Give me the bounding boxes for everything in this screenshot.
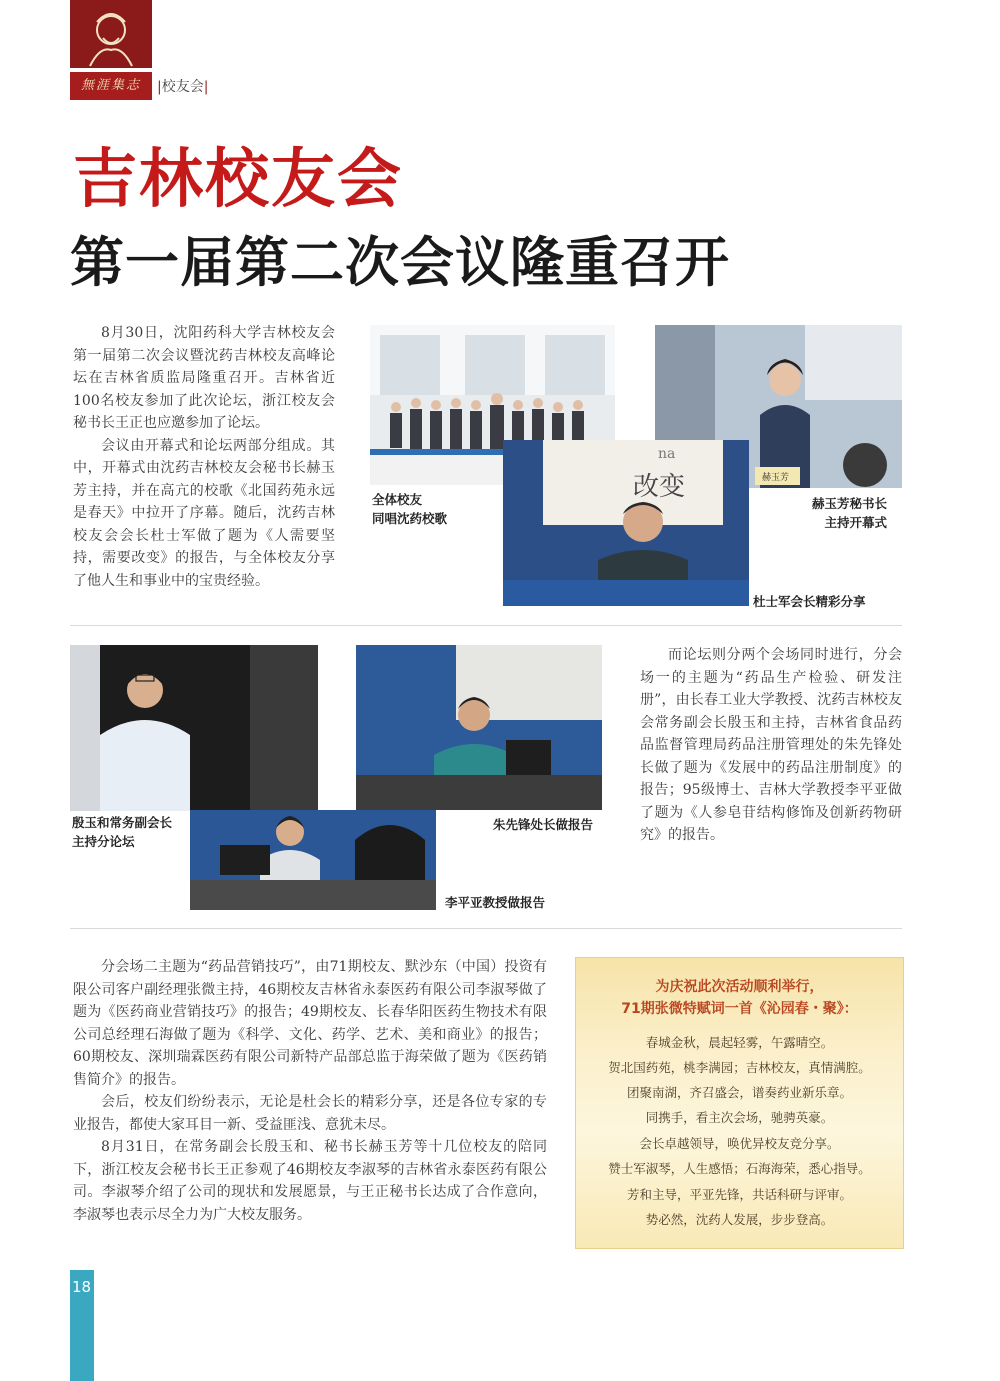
caption-line: 主持分论坛 — [72, 834, 135, 849]
article-title: 吉林校友会 — [73, 142, 403, 217]
logo-text: 無涯集志 — [70, 72, 152, 100]
bottom-text — [73, 956, 547, 1226]
poem-line: 会长卓越领导，唤优异校友竞分享。 — [639, 1136, 840, 1151]
forum-paragraph-1: 而论坛则分两个会场同时进行，分会场一的主题为“药品生产检验、研发注册”，由长春工业大学教授、沈药吉林校友会常务副会长殷玉和主持，吉林省食品药品监督管理局药品注册管理处的朱先锋处长做了题为《发展中的药品注册制度》的报告；95级博士、吉林大学教授李平亚做了题为《人参皂苷结构修饰及创新药物研究》的报告。 — [640, 647, 902, 843]
poem-line: 同携手，看主次会场，驰骋英豪。 — [645, 1110, 834, 1125]
forum-text — [640, 644, 902, 847]
intro-text — [73, 322, 335, 592]
poem-line: 芳和主导，平亚先锋，共话科研与评审。 — [626, 1187, 852, 1202]
section-divider-end: | — [203, 79, 209, 95]
caption-line: 全体校友 — [372, 492, 423, 507]
bottom-paragraph-1: 分会场二主题为“药品营销技巧”，由71期校友、默沙东（中国）投资有限公司客户副经理张微主持，46期校友吉林省永泰医药有限公司李淑琴做了题为《医药商业营销技巧》的报告；49期校友、长春华阳医药生物技术有限公司总经理石海做了题为《科学、文化、药学、艺术、美和商业》的报告；60期校友、深圳瑞霖医药有限公司新特产品部总监于海荣做了题为《医药销售简介》的报告。 — [73, 959, 547, 1088]
intro-paragraph-1: 8月30日，沈阳药科大学吉林校友会第一届第二次会议暨沈药吉林校友高峰论坛在吉林省质监局隆重召开。吉林省近100名校友参加了此次论坛，浙江校友会秘书长王正也应邀参加了论坛。 — [73, 325, 335, 431]
poem-line: 势必然，沈药人发展，步步登高。 — [645, 1212, 834, 1227]
poem-line: 贺北国药苑，桃李满园；吉林校友，真情满腔。 — [608, 1060, 871, 1075]
page-number: 18 — [72, 1278, 92, 1296]
caption-line: 赫玉芳秘书长 — [812, 496, 888, 511]
magazine-logo — [70, 0, 152, 68]
bottom-paragraph-3: 8月31日，在常务副会长殷玉和、秘书长赫玉芳等十几位校友的陪同下，浙江校友会秘书长王正参观了46期校友李淑琴的吉林省永泰医药有限公司。李淑琴介绍了公司的现状和发展愿景，与王正秘书长达成了合作意向，李淑琴也表示尽全力为广大校友服务。 — [73, 1139, 547, 1223]
poem-heading-2: 71期张微特赋词一首《沁园春・聚》： — [621, 1001, 858, 1017]
section-label — [157, 76, 208, 96]
slide-fragment: na — [658, 446, 676, 462]
poem-heading-1: 为庆祝此次活动顺利举行， — [655, 979, 824, 995]
intro-paragraph-2: 会议由开幕式和论坛两部分组成。其中，开幕式由沈药吉林校友会秘书长赫玉芳主持，并在高亢的校歌《北国药苑永远是春天》中拉开了序幕。随后，沈药吉林校友会会长杜士军做了题为《人需要坚持，需要改变》的报告，与全体校友分享了他人生和事业中的宝贵经验。 — [73, 437, 335, 589]
slide-word: 改变 — [633, 472, 686, 502]
photo-du-shijun-speech — [503, 440, 749, 606]
nameplate-text: 赫玉芳 — [762, 473, 790, 483]
caption-li-pingya: 李平亚教授做报告 — [445, 895, 546, 910]
poem-line: 赞士军淑琴，人生感悟；石海海荣，悉心指导。 — [608, 1161, 871, 1176]
section-divider: | — [157, 79, 162, 95]
photo-li-pingya — [190, 810, 436, 910]
poem-line: 春城金秋，晨起轻雾，午露晴空。 — [645, 1035, 834, 1050]
caption-group-singing — [372, 490, 447, 528]
caption-line: 同唱沈药校歌 — [372, 511, 448, 526]
section-divider-line — [70, 625, 902, 626]
section-name: 校友会 — [161, 79, 204, 95]
caption-line: 主持开幕式 — [824, 515, 888, 530]
caption-line: 殷玉和常务副会长 — [72, 815, 173, 830]
caption-host-opening — [812, 494, 887, 532]
poem-box — [575, 957, 904, 1249]
bottom-paragraph-2: 会后，校友们纷纷表示，无论是杜会长的精彩分享，还是各位专家的专业报告，都使大家耳目一新、受益匪浅、意犹未尽。 — [73, 1094, 547, 1133]
article-subtitle: 第一届第二次会议隆重召开 — [70, 230, 730, 294]
caption-yin-yuhe — [72, 813, 172, 851]
poem-line: 团聚南湖，齐召盛会，谱奏药业新乐章。 — [626, 1085, 852, 1100]
caption-du-shijun-speech: 杜士军会长精彩分享 — [753, 594, 866, 609]
photo-yin-yuhe — [70, 645, 318, 811]
photo-zhu-xianfeng — [356, 645, 602, 810]
caption-zhu-xianfeng: 朱先锋处长做报告 — [493, 817, 594, 832]
section-divider-line — [70, 928, 902, 929]
